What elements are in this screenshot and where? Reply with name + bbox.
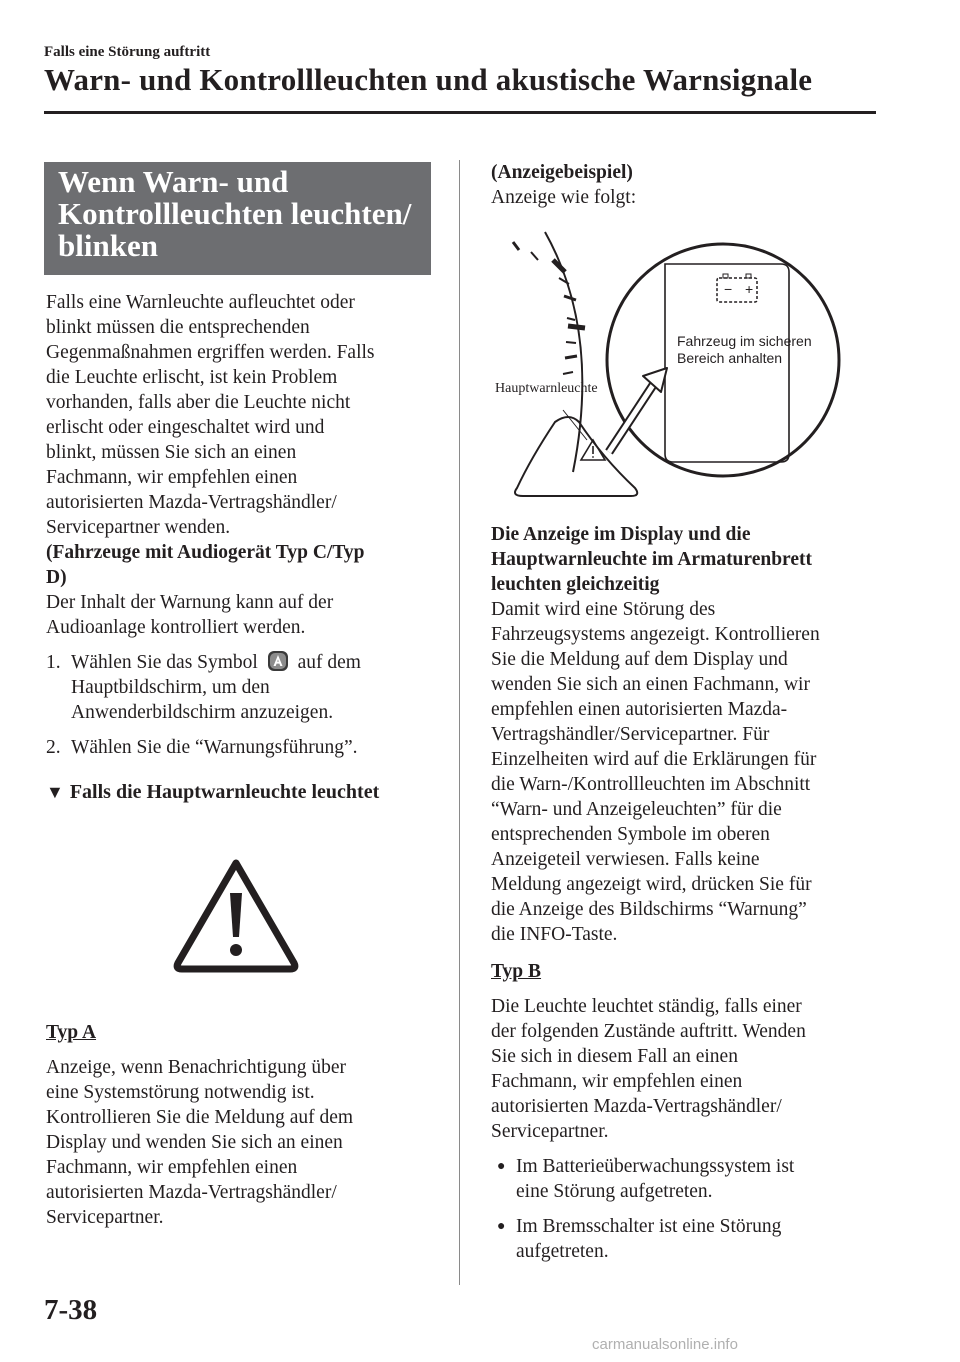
audio-heading bbox=[46, 540, 446, 590]
body-line: Vertragshändler/Servicepartner. Für bbox=[491, 724, 770, 745]
typ-a-line: autorisierten Mazda-Vertragshändler/ bbox=[46, 1182, 337, 1203]
example-heading: (Anzeigebeispiel) bbox=[491, 162, 633, 183]
display-message-line: Fahrzeug im sicheren bbox=[677, 333, 812, 349]
body-line: die INFO-Taste. bbox=[491, 924, 618, 945]
step-number: 2. bbox=[46, 737, 61, 758]
step-1 bbox=[46, 650, 446, 725]
intro-paragraph bbox=[46, 290, 446, 540]
running-head: Falls eine Störung auftritt bbox=[44, 44, 211, 60]
audio-heading-line: D) bbox=[46, 567, 67, 588]
body-line: entsprechenden Symbole im oberen bbox=[491, 824, 770, 845]
typ-b-line: Servicepartner. bbox=[491, 1121, 609, 1142]
audio-line: Audioanlage kontrolliert werden. bbox=[46, 617, 306, 638]
intro-line: blinkt, müssen Sie sich an einen bbox=[46, 442, 297, 463]
intro-line: autorisierten Mazda-Vertragshändler/ bbox=[46, 492, 337, 513]
body-line: empfehlen einen autorisierten Mazda- bbox=[491, 699, 788, 720]
body-line: die Warn-/Kontrollleuchten im Abschnitt bbox=[491, 774, 811, 795]
typ-a-line: Display und wenden Sie sich an einen bbox=[46, 1132, 343, 1153]
display-example-figure bbox=[491, 222, 875, 512]
bullet-line: Im Bremsschalter ist eine Störung bbox=[516, 1216, 782, 1237]
typ-b-line: der folgenden Zustände auftritt. Wenden bbox=[491, 1021, 806, 1042]
typ-b-line: autorisierten Mazda-Vertragshändler/ bbox=[491, 1096, 782, 1117]
audio-heading-line: (Fahrzeuge mit Audiogerät Typ C/Typ bbox=[46, 542, 365, 563]
step-text: auf dem bbox=[297, 652, 361, 673]
typ-b-paragraph bbox=[491, 994, 891, 1144]
section-title-line: Wenn Warn- und bbox=[58, 164, 289, 199]
step-number: 1. bbox=[46, 652, 61, 673]
audio-paragraph bbox=[46, 590, 446, 640]
master-warning-icon bbox=[170, 855, 302, 973]
right-column-top bbox=[491, 160, 891, 210]
display-heading-line: leuchten gleichzeitig bbox=[491, 574, 660, 595]
typ-a-line: Servicepartner. bbox=[46, 1207, 164, 1228]
typ-b-line: Sie sich in diesem Fall an einen bbox=[491, 1046, 738, 1067]
step-text: Wählen Sie die “Warnungsführung”. bbox=[71, 737, 358, 758]
step-text: Hauptbildschirm, um den bbox=[71, 677, 270, 698]
section-title-box bbox=[44, 162, 431, 275]
intro-line: die Leuchte erlischt, ist kein Problem bbox=[46, 367, 338, 388]
body-line: “Warn- und Anzeigeleuchten” für die bbox=[491, 799, 782, 820]
title-rule bbox=[44, 111, 876, 114]
body-line: Einzelheiten wird auf die Erklärungen für bbox=[491, 749, 817, 770]
typ-b-line: Fachmann, wir empfehlen einen bbox=[491, 1071, 743, 1092]
typ-a-line: Kontrollieren Sie die Meldung auf dem bbox=[46, 1107, 354, 1128]
triangle-bullet-icon: ▼ bbox=[46, 782, 64, 802]
intro-line: blinkt müssen die entsprechenden bbox=[46, 317, 310, 338]
left-column bbox=[46, 290, 446, 1230]
audio-line: Der Inhalt der Warnung kann auf der bbox=[46, 592, 334, 613]
display-message-line: Bereich anhalten bbox=[677, 350, 783, 366]
intro-line: Falls eine Warnleuchte aufleuchtet oder bbox=[46, 292, 355, 313]
display-heading-line: Hauptwarnleuchte im Armaturenbrett bbox=[491, 549, 812, 570]
display-heading-line: Die Anzeige im Display und die bbox=[491, 524, 751, 545]
typ-b-line: Die Leuchte leuchtet ständig, falls einer bbox=[491, 996, 802, 1017]
battery-plus-label: + bbox=[745, 281, 754, 297]
bullet-item bbox=[491, 1214, 891, 1264]
step-text: Anwenderbildschirm anzuzeigen. bbox=[71, 702, 334, 723]
bullet-line: aufgetreten. bbox=[516, 1241, 609, 1262]
example-text: Anzeige wie folgt: bbox=[491, 187, 637, 208]
typ-a-line: Fachmann, wir empfehlen einen bbox=[46, 1157, 298, 1178]
bullet-dot-icon: ● bbox=[497, 1219, 506, 1234]
typ-b-label: Typ B bbox=[491, 961, 542, 982]
subheading-master-warning bbox=[46, 780, 446, 805]
intro-line: erlischt oder eingeschaltet wird und bbox=[46, 417, 325, 438]
battery-minus-label: − bbox=[724, 281, 733, 297]
application-symbol-icon bbox=[267, 650, 289, 672]
page-number: 7-38 bbox=[44, 1294, 98, 1326]
body-line: Anzeigeteil verwiesen. Falls keine bbox=[491, 849, 760, 870]
typ-a-line: eine Systemstörung notwendig ist. bbox=[46, 1082, 315, 1103]
body-line: Meldung angezeigt wird, drücken Sie für bbox=[491, 874, 812, 895]
section-title-line: Kontrollleuchten leuchten/ bbox=[58, 196, 412, 231]
warning-triangle-icon bbox=[170, 855, 302, 973]
intro-line: vorhanden, falls aber die Leuchte nicht bbox=[46, 392, 351, 413]
step-text: Wählen Sie das Symbol bbox=[71, 652, 258, 673]
watermark: carmanualsonline.info bbox=[592, 1336, 738, 1353]
bullet-item bbox=[491, 1154, 891, 1204]
dashboard-illustration bbox=[491, 222, 875, 512]
body-line: Sie die Meldung auf dem Display und bbox=[491, 649, 788, 670]
body-line: Damit wird eine Störung des bbox=[491, 599, 716, 620]
typ-a-label: Typ A bbox=[46, 1022, 97, 1043]
subheading-text: Falls die Hauptwarnleuchte leuchtet bbox=[69, 781, 380, 803]
display-body bbox=[491, 597, 891, 947]
step-2 bbox=[46, 735, 446, 760]
display-heading bbox=[491, 522, 891, 597]
bullet-dot-icon: ● bbox=[497, 1159, 506, 1174]
page-title: Warn- und Kontrollleuchten und akustische Warnsignale bbox=[44, 62, 813, 97]
body-line: wenden Sie sich an einen Fachmann, wir bbox=[491, 674, 810, 695]
bullet-line: eine Störung aufgetreten. bbox=[516, 1181, 713, 1202]
typ-a-line: Anzeige, wenn Benachrichtigung über bbox=[46, 1057, 346, 1078]
column-divider bbox=[459, 160, 460, 1285]
bullet-line: Im Batterieüberwachungssystem ist bbox=[516, 1156, 795, 1177]
intro-line: Fachmann, wir empfehlen einen bbox=[46, 467, 298, 488]
intro-line: Gegenmaßnahmen ergriffen werden. Falls bbox=[46, 342, 375, 363]
body-line: die Anzeige des Bildschirms “Warnung” bbox=[491, 899, 807, 920]
callout-label: Hauptwarnleuchte bbox=[495, 381, 598, 396]
body-line: Fahrzeugsystems angezeigt. Kontrollieren bbox=[491, 624, 820, 645]
section-title-line: blinken bbox=[58, 228, 158, 263]
right-column-body bbox=[491, 522, 891, 1264]
typ-a-paragraph bbox=[46, 1055, 446, 1230]
intro-line: Servicepartner wenden. bbox=[46, 517, 231, 538]
